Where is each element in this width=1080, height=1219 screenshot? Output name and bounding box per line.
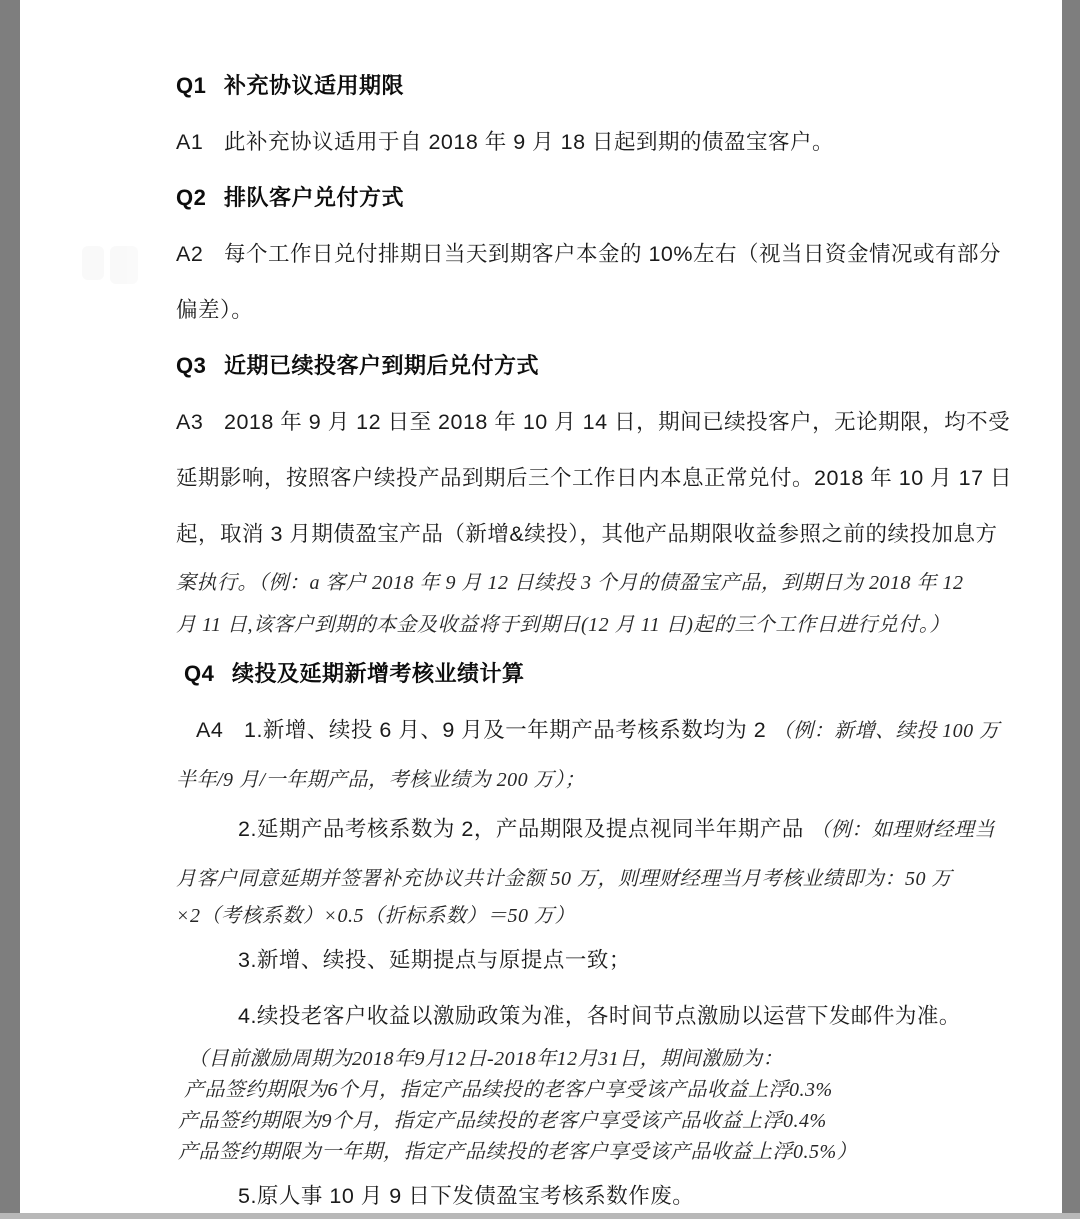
- document-line: [176, 1044, 1080, 1075]
- line-text: 偏差）。: [176, 298, 254, 322]
- line-text: 5.原人事 10 月 9 日下发债盈宝考核系数作废。: [238, 1184, 695, 1208]
- example-text: 月客户同意延期并签署补充协议共计金额 50 万，则理财经理当月考核业绩即为：50 万: [176, 868, 952, 890]
- example-text: 产品签约期限为一年期，指定产品续投的老客户享受该产品收益上浮0.5%）: [178, 1141, 858, 1163]
- document-line: [176, 1106, 1080, 1137]
- question-label: Q2: [176, 185, 207, 210]
- example-text: 月 11 日,该客户到期的本金及收益将于到期日(12 月 11 日)起的三个工作日进行兑付。）: [176, 614, 950, 636]
- line-text: 续投及延期新增考核业绩计算: [232, 661, 525, 686]
- answer-label: A4: [196, 718, 224, 742]
- document-line: [176, 226, 1080, 282]
- document-line: [176, 858, 1080, 900]
- document-line: [176, 759, 1080, 801]
- example-text: 半年/9 月/一年期产品，考核业绩为 200 万）；: [176, 769, 586, 791]
- document-line: [176, 702, 1080, 759]
- line-text: 4.续投老客户收益以激励政策为准，各时间节点激励以运营下发邮件为准。: [238, 1004, 961, 1028]
- line-text: 补充协议适用期限: [224, 73, 405, 98]
- example-text: （例：新增、续投 100 万: [772, 720, 1000, 742]
- example-text: （目前激励周期为2018年9月12日-2018年12月31日，期间激励为：: [188, 1048, 784, 1070]
- answer-label: A3: [176, 410, 204, 434]
- line-text: 1.新增、续投 6 月、9 月及一年期产品考核系数均为 2: [244, 718, 773, 742]
- line-text: 延期影响，按照客户续投产品到期后三个工作日内本息正常兑付。2018 年 10 月 17 日: [176, 466, 1013, 490]
- line-text: 2.延期产品考核系数为 2，产品期限及提点视同半年期产品: [238, 817, 811, 841]
- line-text: 此补充协议适用于自 2018 年 9 月 18 日起到期的债盈宝客户。: [224, 130, 835, 154]
- document-line: [176, 562, 1080, 604]
- document-line: [176, 646, 1080, 702]
- document-line: [176, 1168, 1080, 1219]
- example-text: ×2（考核系数）×0.5（折标系数）＝50 万）: [176, 905, 575, 927]
- document-line: [176, 801, 1080, 858]
- bottom-gray-strip: [0, 1213, 1080, 1219]
- document-line: [176, 1075, 1080, 1106]
- document-line: [176, 604, 1080, 646]
- line-text: 排队客户兑付方式: [224, 185, 405, 210]
- example-text: （例：a 客户 2018 年 9 月 12 日续投 3 个月的债盈宝产品，到期日为 2018 年 12: [258, 572, 964, 594]
- line-text: 起，取消 3 月期债盈宝产品（新增&续投），其他产品期限收益参照之前的续投加息方: [176, 522, 998, 546]
- document-line: [176, 450, 1080, 506]
- answer-label: A1: [176, 130, 204, 154]
- document-line: [176, 900, 1080, 932]
- document-line: [176, 58, 1080, 114]
- left-gray-strip: [0, 0, 20, 1213]
- line-text: 案执行。: [176, 572, 258, 594]
- example-text: 产品签约期限为9个月，指定产品续投的老客户享受该产品收益上浮0.4%: [178, 1110, 827, 1132]
- example-text: 产品签约期限为6个月，指定产品续投的老客户享受该产品收益上浮0.3%: [184, 1079, 833, 1101]
- document-line: [176, 932, 1080, 988]
- document-line: [176, 506, 1080, 562]
- document-line: [176, 394, 1080, 450]
- document-line: [176, 338, 1080, 394]
- document-line: [176, 988, 1080, 1044]
- document-line: [176, 1137, 1080, 1168]
- example-text: （例：如理财经理当: [810, 819, 995, 841]
- line-text: 2018 年 9 月 12 日至 2018 年 10 月 14 日，期间已续投客户，无论期限，均不受: [224, 410, 1011, 434]
- question-label: Q4: [184, 661, 215, 686]
- question-label: Q3: [176, 353, 207, 378]
- document-line: [176, 170, 1080, 226]
- question-label: Q1: [176, 73, 207, 98]
- answer-label: A2: [176, 242, 204, 266]
- document-line: [176, 114, 1080, 170]
- line-text: 每个工作日兑付排期日当天到期客户本金的 10%左右（视当日资金情况或有部分: [224, 242, 1002, 266]
- line-text: 近期已续投客户到期后兑付方式: [224, 353, 540, 378]
- line-text: 3.新增、续投、延期提点与原提点一致；: [238, 948, 631, 972]
- document-line: [176, 282, 1080, 338]
- right-gray-strip: [1062, 0, 1080, 1213]
